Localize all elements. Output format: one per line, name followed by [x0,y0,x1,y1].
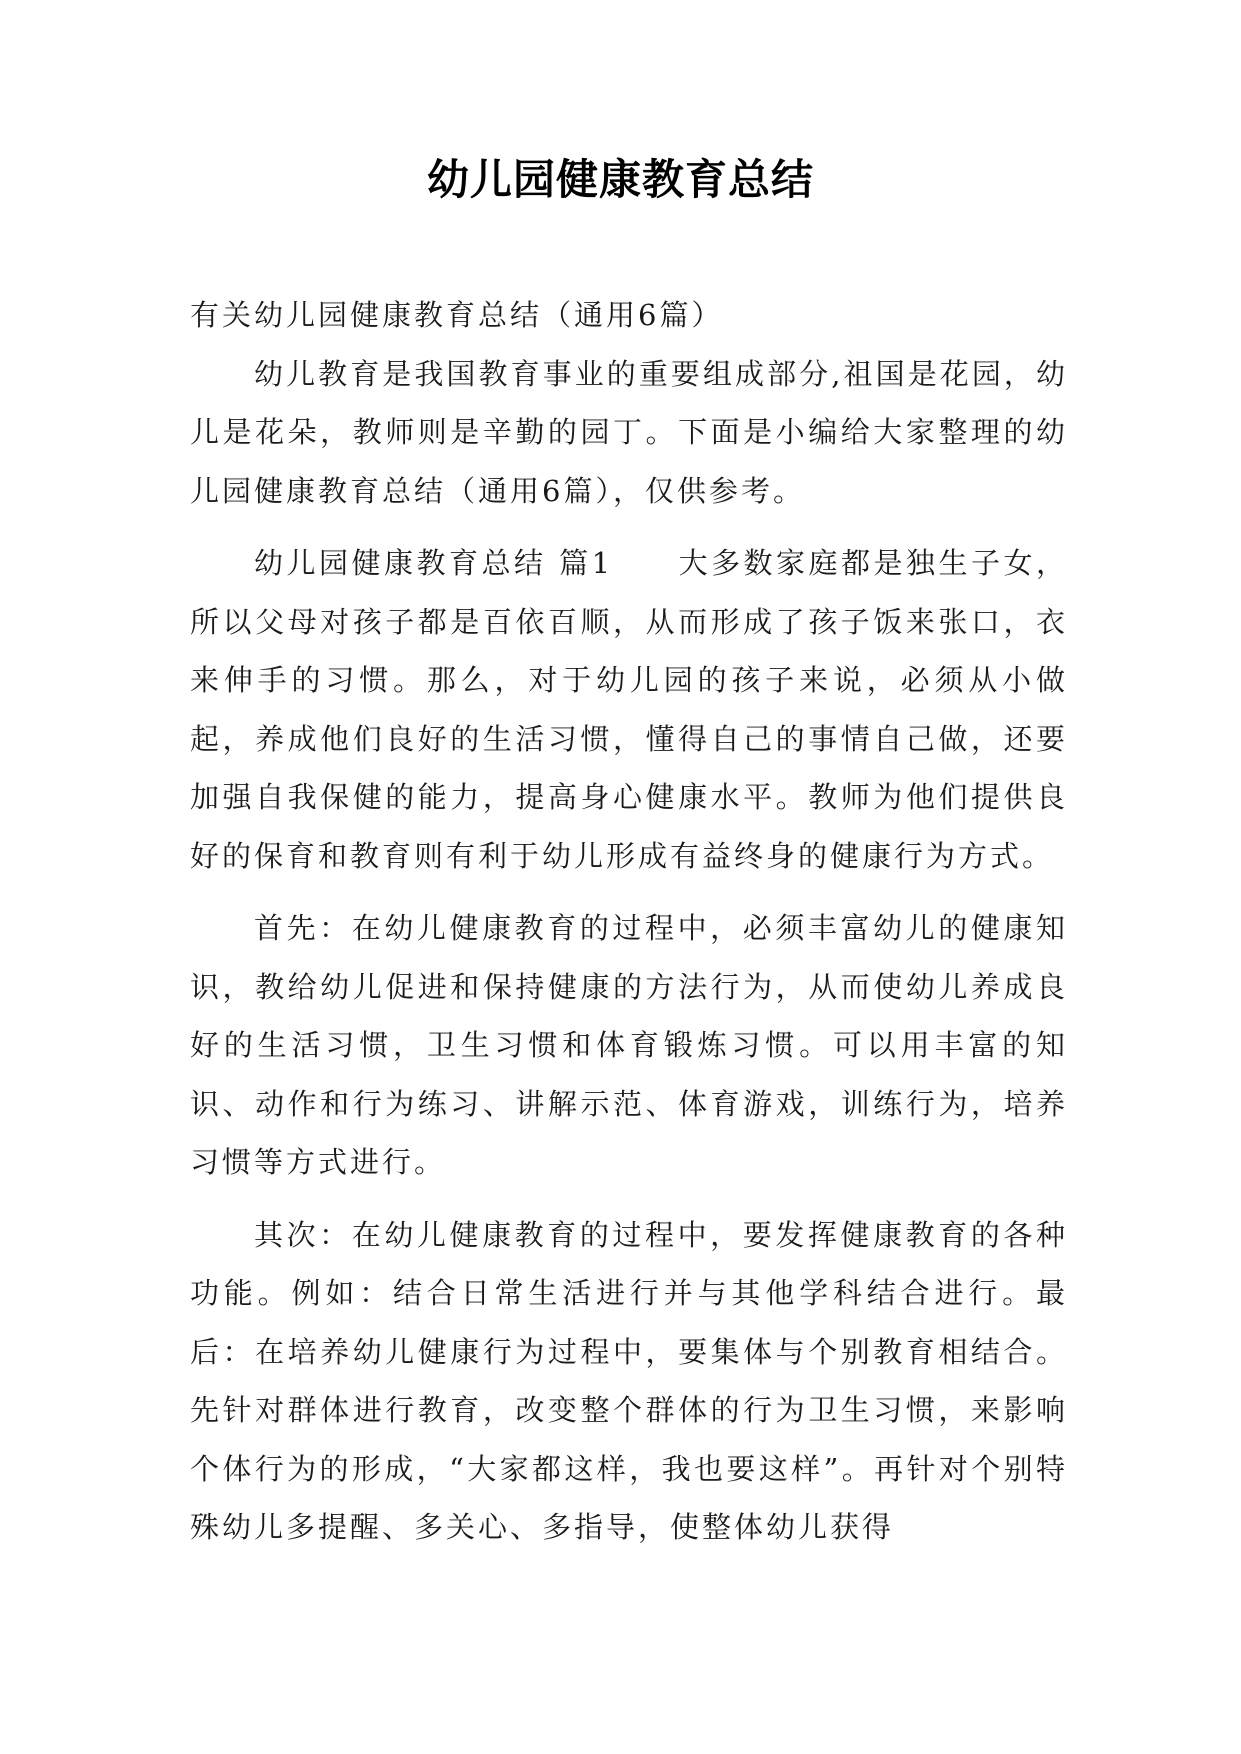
intro-paragraph: 幼儿教育是我国教育事业的重要组成部分,祖国是花园，幼儿是花朵，教师则是辛勤的园丁。下面是小编给大家整理的幼儿园健康教育总结（通用6篇），仅供参考。 [190,356,1068,508]
first-point-paragraph: 首先：在幼儿健康教育的过程中，必须丰富幼儿的健康知识，教给幼儿促进和保持健康的方法行为，从而使幼儿养成良好的生活习惯，卫生习惯和体育锻炼习惯。可以用丰富的知识、动作和行为练习、讲解示范、体育游戏，训练行为，培养习惯等方式进行。 [190,911,1068,1179]
second-point-paragraph: 其次：在幼儿健康教育的过程中，要发挥健康教育的各种功能。例如：结合日常生活进行并与其他学科结合进行。最后：在培养幼儿健康行为过程中，要集体与个别教育相结合。先针对群体进行教育，改变整个群体的行为卫生习惯，来影响个体行为的形成，“大家都这样，我也要这样”。再针对个别特殊幼儿多提醒、多关心、多指导，使整体幼儿获得 [190,1217,1068,1544]
section-1-paragraph: 幼儿园健康教育总结 篇1 大多数家庭都是独生子女，所以父母对孩子都是百依百顺，从而形成了孩子饭来张口，衣来伸手的习惯。那么，对于幼儿园的孩子来说，必须从小做起，养成他们良好的生活习惯，懂得自己的事情自己做，还要加强自我保健的能力，提高身心健康水平。教师为他们提供良好的保育和教育则有利于幼儿形成有益终身的健康行为方式。 [190,546,1068,873]
subtitle-paragraph: 有关幼儿园健康教育总结（通用6篇） [190,298,724,332]
document-body [190,286,1068,1557]
document-title: 幼儿园健康教育总结 [426,155,814,204]
